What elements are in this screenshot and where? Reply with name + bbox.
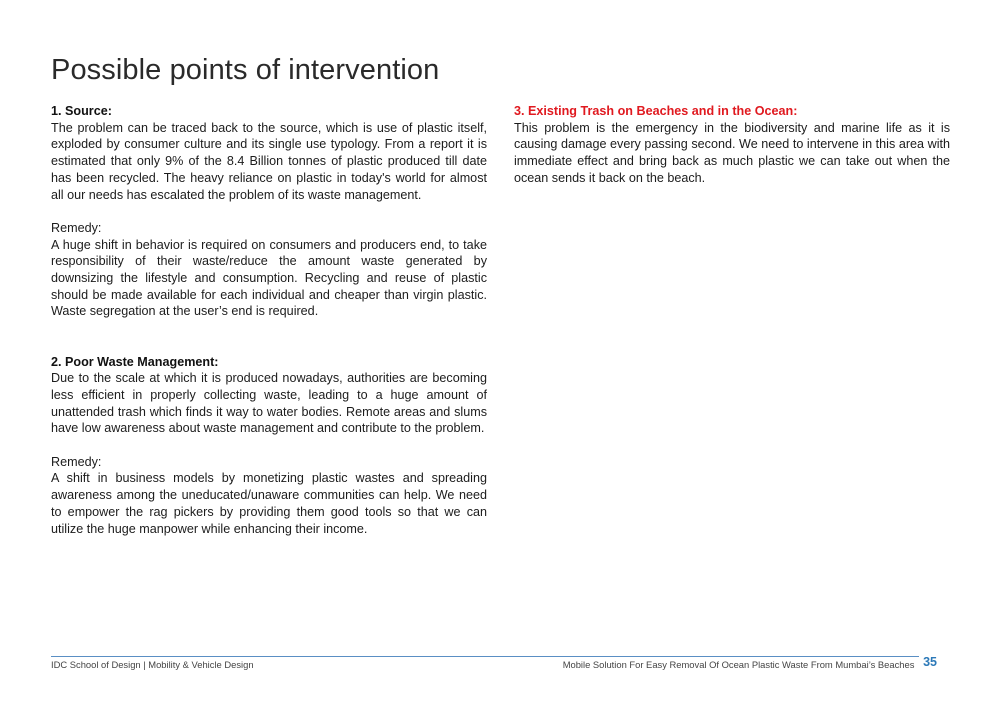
section-spacer bbox=[51, 320, 487, 353]
left-column bbox=[51, 103, 487, 537]
right-column bbox=[514, 103, 950, 187]
remedy-label: Remedy: bbox=[51, 220, 102, 235]
remedy-body: A huge shift in behavior is required on consumers and producers end, to take responsibility of their waste/reduce the amount waste generated by downsizing the lifestyle and consumption. Recycling and reuse of plastic should be made available for each individual and cheaper than virgin plastic. Waste segregation at the user’s end is required. bbox=[51, 237, 487, 319]
section-body: Due to the scale at which it is produced nowadays, authorities are becoming less efficient in properly collecting waste, leading to a huge amount of unattended trash which finds it way to water bodies. Remote areas and slums have low awareness about waste management and contribute to the problem. bbox=[51, 371, 487, 436]
section-source bbox=[51, 103, 487, 320]
footer-project-title-text: Mobile Solution For Easy Removal Of Ocean Plastic Waste From Mumbai’s Beaches bbox=[562, 659, 915, 670]
section-heading: 3. Existing Trash on Beaches and in the Ocean: bbox=[514, 104, 798, 118]
remedy-body: A shift in business models by monetizing plastic wastes and spreading awareness among the uneducated/unaware communities can help. We need to empower the rag pickers by providing them good tools so that we can utilize the huge manpower while enhancing their income. bbox=[51, 471, 487, 536]
section-existing-trash bbox=[514, 103, 950, 187]
section-heading: 2. Poor Waste Management: bbox=[51, 354, 219, 369]
page-number: 35 bbox=[923, 655, 937, 669]
remedy-label: Remedy: bbox=[51, 454, 102, 469]
page-title: Possible points of intervention bbox=[51, 54, 440, 86]
section-heading: 1. Source: bbox=[51, 104, 112, 118]
footer-institution: IDC School of Design | Mobility & Vehicle Design bbox=[51, 659, 254, 670]
footer-project-title bbox=[563, 659, 937, 670]
section-body: The problem can be traced back to the source, which is use of plastic itself, exploded by consumer culture and its single use typology. From a report it is estimated that only 9% of the 8.4 Billion tonnes of plastic produced till date has been recycled. The heavy reliance on plastic in today's world for almost all our needs has escalated the problem of its waste management. bbox=[51, 120, 487, 202]
footer-divider bbox=[51, 656, 919, 657]
section-waste-management bbox=[51, 354, 487, 538]
section-body: This problem is the emergency in the biodiversity and marine life as it is causing damage every passing second. We need to intervene in this area with immediate effect and bring back as much plastic we can take out when the ocean sends it back on the beach. bbox=[514, 120, 950, 185]
